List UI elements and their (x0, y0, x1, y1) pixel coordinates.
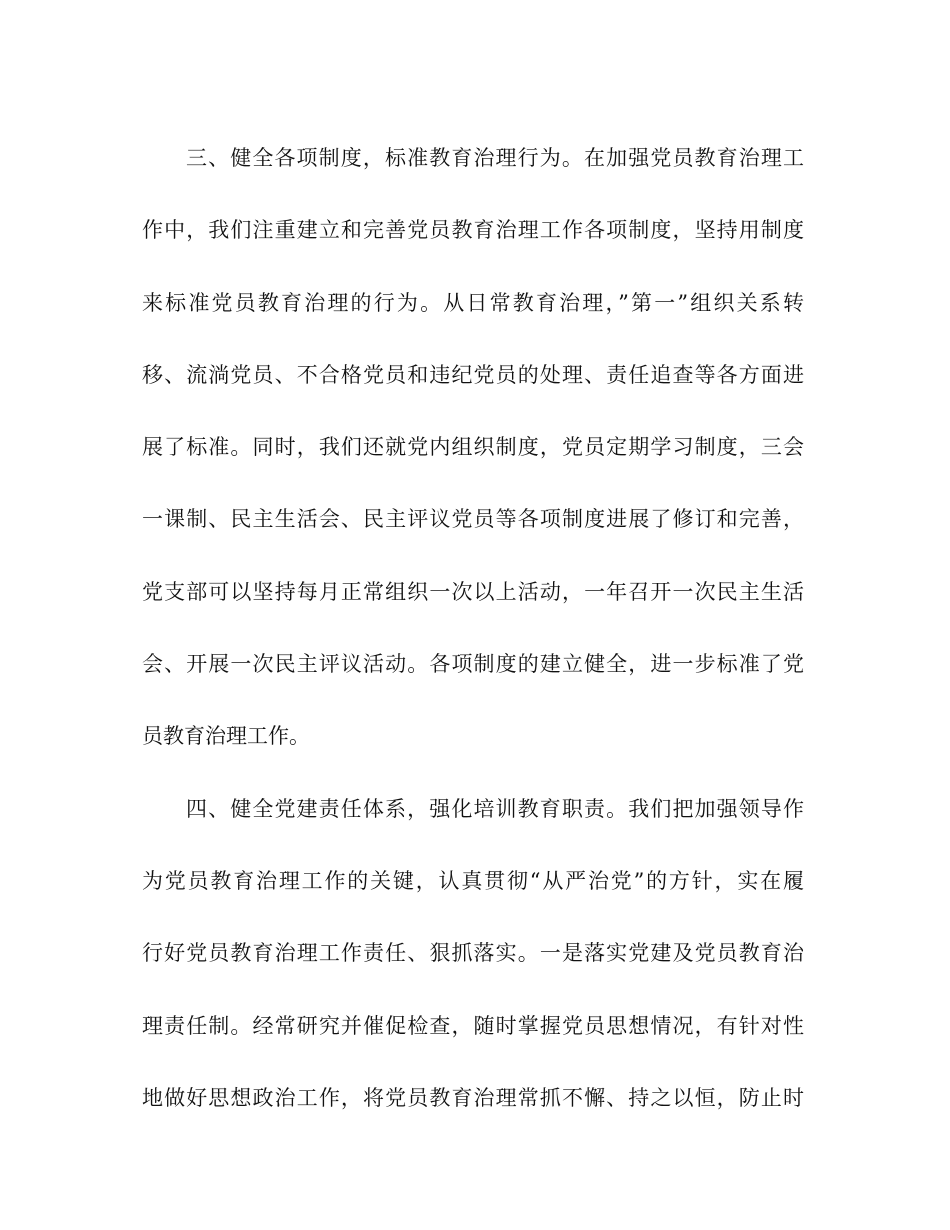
document-body (142, 122, 804, 1134)
paragraph-line: 展了标准。同时，我们还就党内组织制度，党员定期学习制度，三会 (142, 435, 804, 460)
paragraph-line: 为党员教育治理工作的关键，认真贯彻“从严治党”的方针，实在履 (142, 868, 804, 893)
paragraph-line: 地做好思想政治工作，将党员教育治理常抓不懈、持之以恒，防止时 (142, 1085, 804, 1110)
paragraph-line: 行好党员教育治理工作责任、狠抓落实。一是落实党建及党员教育治 (142, 941, 804, 966)
paragraph-line: 员教育治理工作。 (142, 724, 310, 749)
paragraph-line: 党支部可以坚持每月正常组织一次以上活动，一年召开一次民主生活 (142, 579, 804, 604)
paragraph-four (142, 773, 804, 1134)
paragraph-line: 三、健全各项制度，标准教育治理行为。在加强党员教育治理工 (186, 146, 804, 170)
paragraph-line: 四、健全党建责任体系，强化培训教育职责。我们把加强领导作 (186, 796, 804, 821)
paragraph-line: 作中，我们注重建立和完善党员教育治理工作各项制度，坚持用制度 (142, 218, 804, 243)
paragraph-line: 移、流淌党员、不合格党员和违纪党员的处理、责任追查等各方面进 (142, 362, 804, 387)
paragraph-three (142, 122, 804, 773)
paragraph-line: 来标准党员教育治理的行为。从日常教育治理，”第一”组织关系转 (142, 290, 804, 315)
paragraph-line: 理责任制。经常研究并催促检查，随时掌握党员思想情况，有针对性 (142, 1013, 804, 1038)
paragraph-line: 会、开展一次民主评议活动。各项制度的建立健全，进一步标准了党 (142, 652, 804, 677)
paragraph-line: 一课制、民主生活会、民主评议党员等各项制度进展了修订和完善， (142, 507, 804, 532)
